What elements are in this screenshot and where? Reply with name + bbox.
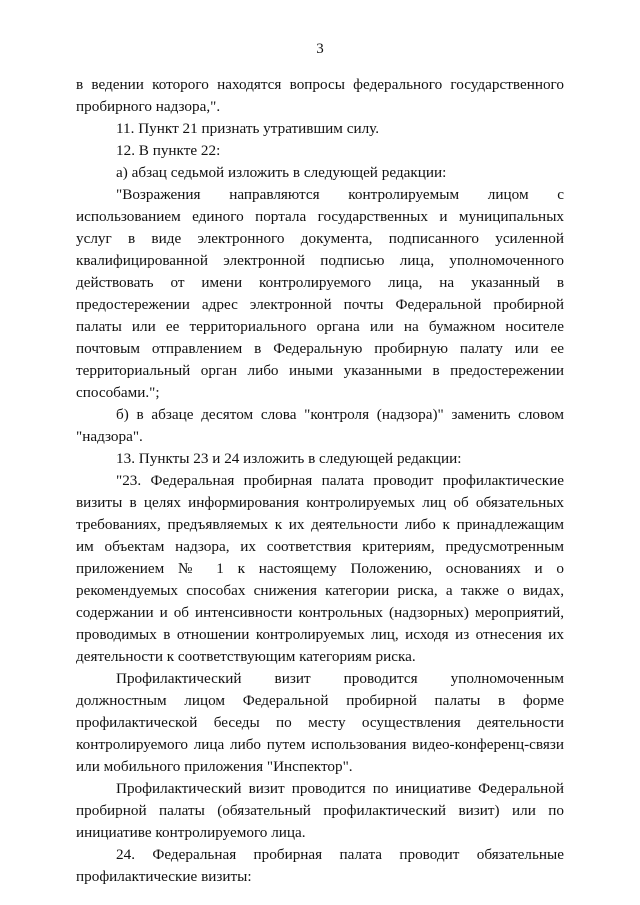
paragraph-continuation: в ведении которого находятся вопросы федерального государственного пробирного надзора,". — [76, 76, 564, 115]
paragraph-point-23: "23. Федеральная пробирная палата проводит профилактические визиты в целях информирования контролируемых лиц об обязательных требованиях, предъявляемых к их деятельности либо к принадлежащим им объектам надзора, их соответствия критериям, предусмотренным приложением № 1 к настоящему Положению, основаниях и о рекомендуемых способах снижения категории риска, а также о видах, содержании и об интенсивности контрольных (надзорных) мероприятий, проводимых в отношении контролируемых лиц, исходя из отнесения их деятельности к соответствующим категориям риска. — [76, 472, 564, 665]
paragraph-item-13: 13. Пункты 23 и 24 изложить в следующей редакции: — [116, 450, 462, 467]
paragraph-item-11: 11. Пункт 21 признать утратившим силу. — [116, 120, 380, 137]
paragraph-subitem-a: а) абзац седьмой изложить в следующей редакции: — [116, 164, 447, 181]
page-number: 3 — [316, 41, 324, 57]
paragraph-visit-form: Профилактический визит проводится уполномоченным должностным лицом Федеральной пробирной палаты в форме профилактической беседы по месту осуществления деятельности контролируемого лица либо путем использования видео-конференц-связи или мобильного приложения "Инспектор". — [76, 670, 564, 775]
paragraph-point-24: 24. Федеральная пробирная палата проводит обязательные профилактические визиты: — [76, 846, 564, 885]
paragraph-item-12: 12. В пункте 22: — [116, 142, 221, 159]
paragraph-subitem-b: б) в абзаце десятом слова "контроля (надзора)" заменить словом "надзора". — [76, 406, 564, 445]
paragraph-visit-initiative: Профилактический визит проводится по инициативе Федеральной пробирной палаты (обязательный профилактический визит) или по инициативе контролируемого лица. — [76, 780, 564, 841]
document-body — [76, 74, 564, 888]
paragraph-quote-objections: "Возражения направляются контролируемым лицом с использованием единого портала государственных и муниципальных услуг в виде электронного документа, подписанного усиленной квалифицированной электронной подписью лица, уполномоченного действовать от имени контролируемого лица, на указанный в предостережении адрес электронной почты Федеральной пробирной палаты или ее территориального органа или на бумажном носителе почтовым отправлением в Федеральную пробирную палату или ее территориальный орган либо иными указанными в предостережении способами."; — [76, 186, 564, 401]
